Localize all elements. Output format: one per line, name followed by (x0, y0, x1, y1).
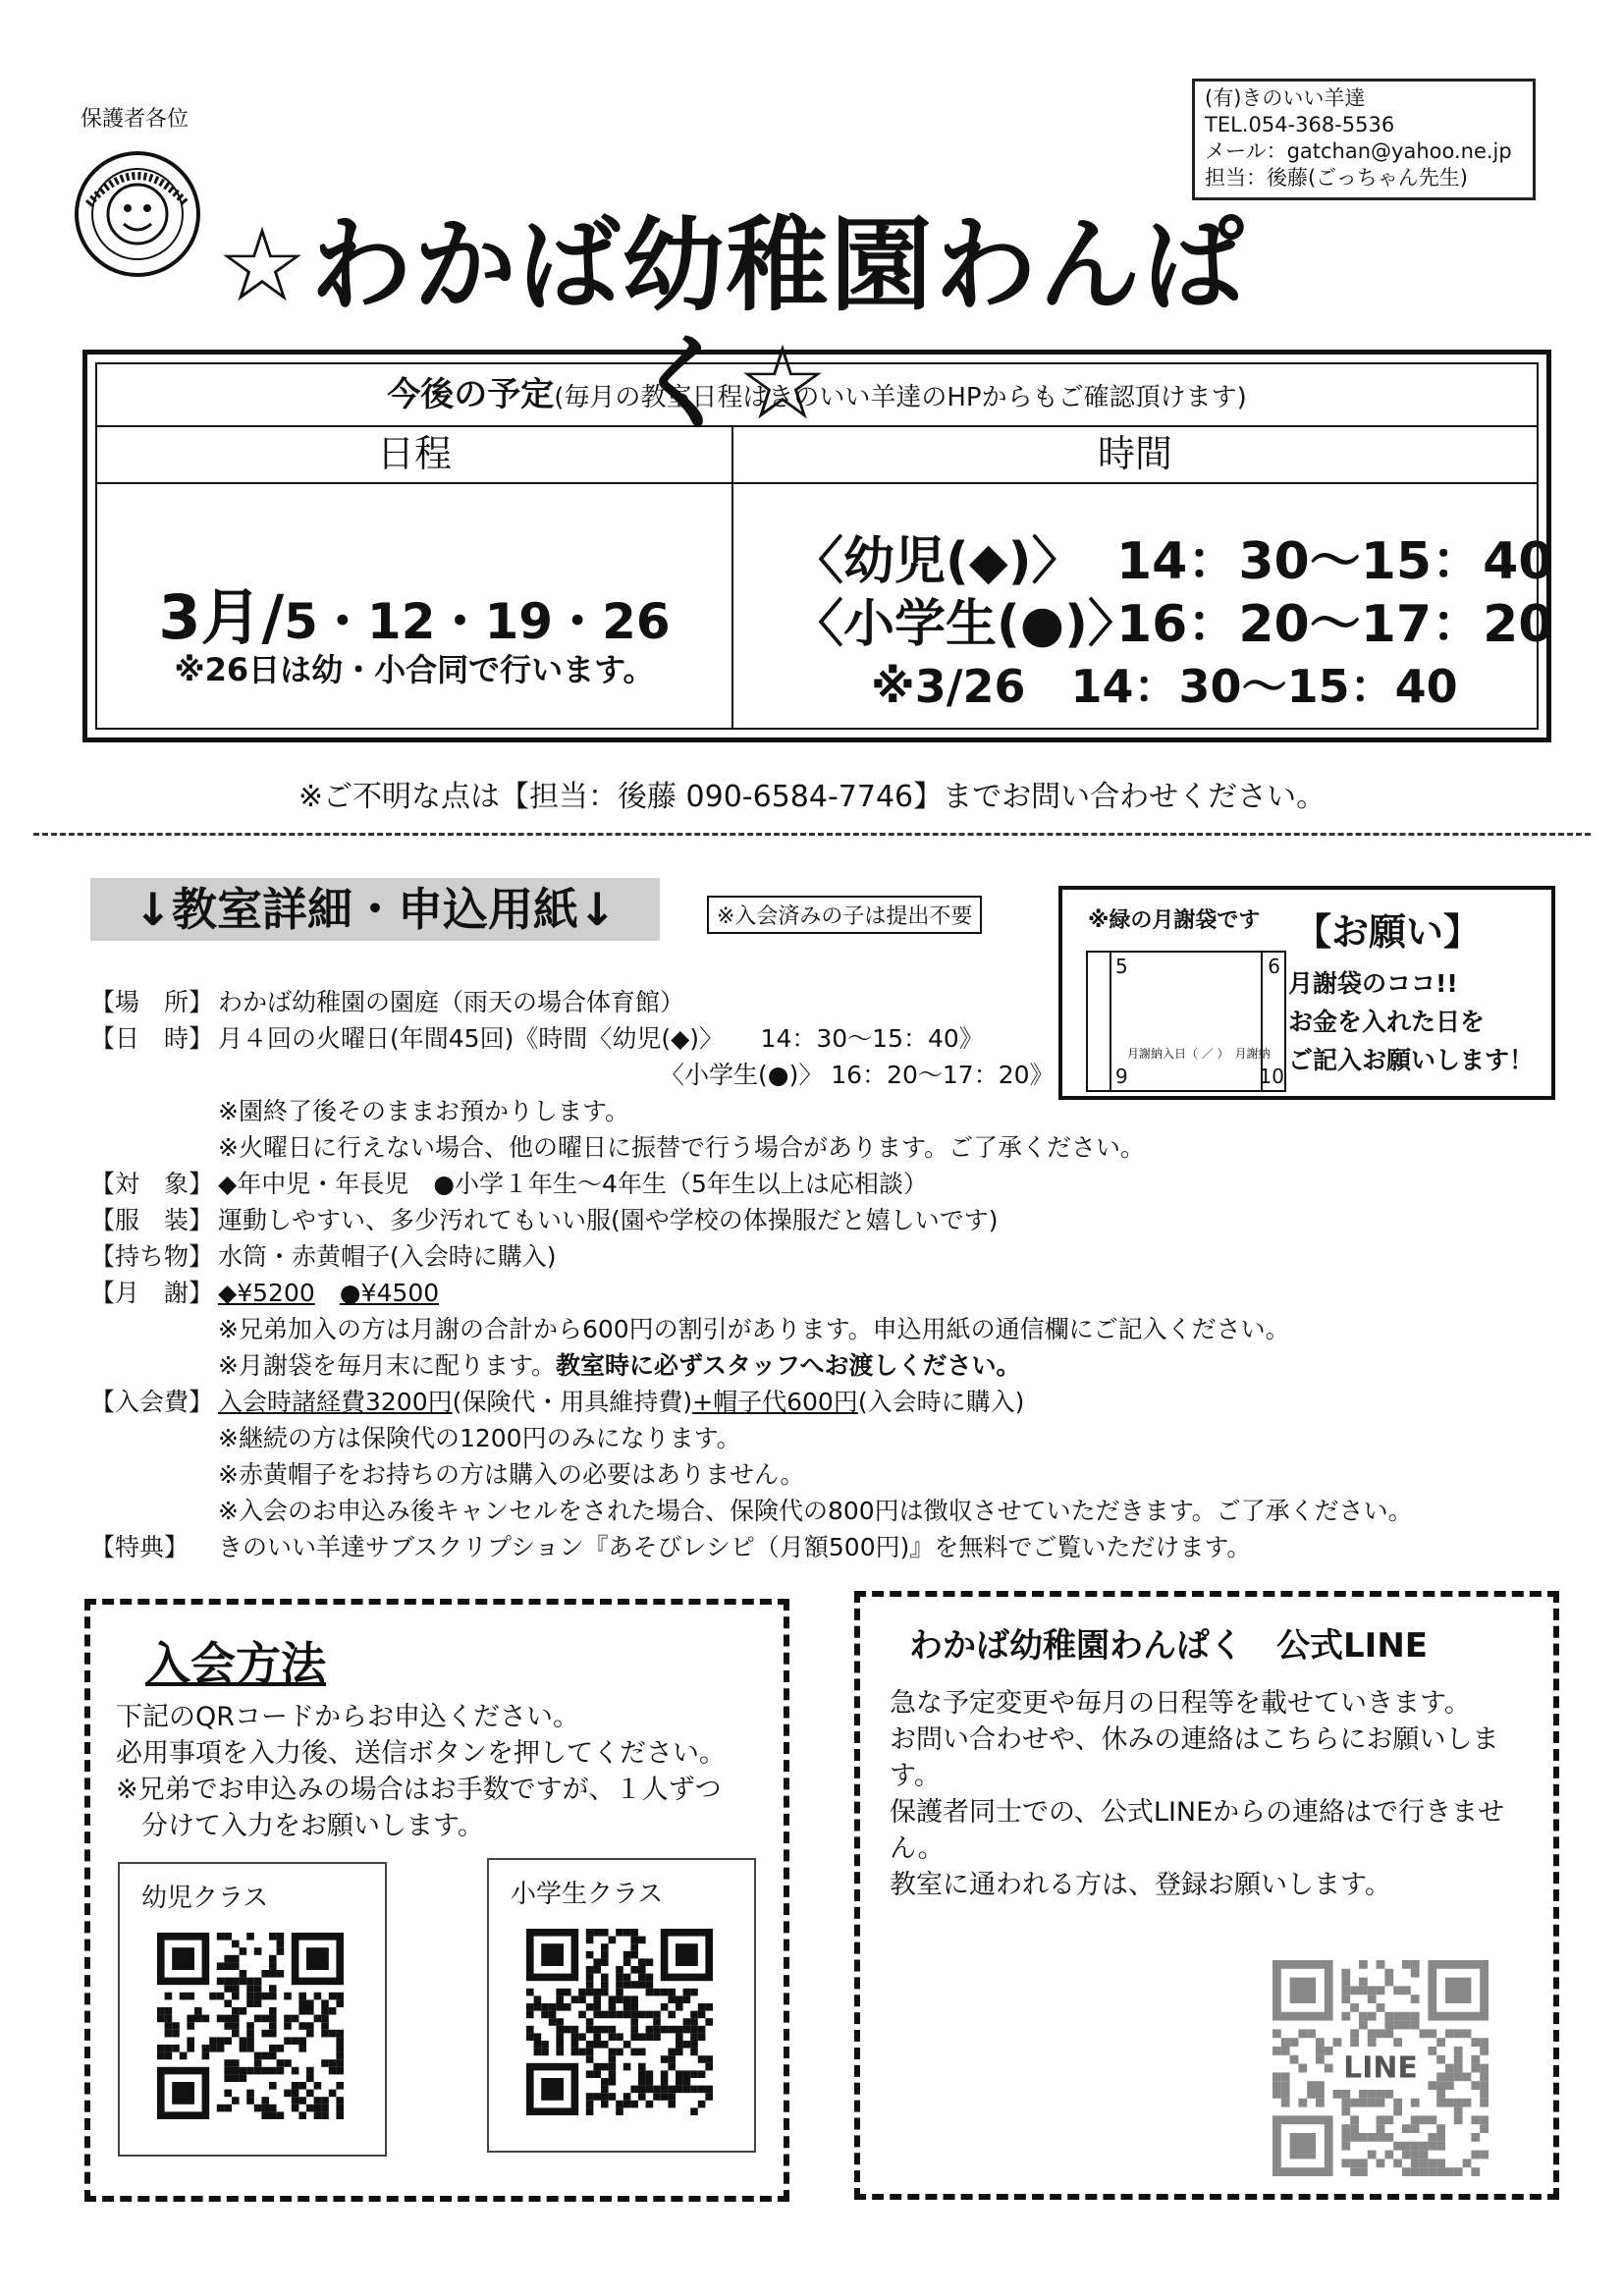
recipient-label: 保護者各位 (81, 107, 189, 132)
date-cell (97, 484, 733, 728)
qr-elem-label: 小学生クラス (511, 1880, 664, 1909)
hat-fee: +帽子代600円 (692, 1388, 858, 1416)
fee-kid: ◆¥5200 (218, 1279, 315, 1307)
detail-row-time (90, 1020, 1583, 1057)
perk-value: きのいい羊達サブスクリプション『あそびレシピ（月額500円)』を無料でご覧いただけます。 (218, 1533, 1252, 1561)
schedule-table (82, 350, 1554, 742)
contact-mail: メール：gatchan@yahoo.ne.jp (1205, 139, 1512, 163)
detail-row-entry (90, 1384, 1583, 1420)
join-line-4: 分けて入力をお願いします。 (141, 1811, 484, 1841)
entry-fee-desc: (保険代・用具維持費) (452, 1388, 693, 1416)
contact-company: (有)きのいい羊達 (1205, 86, 1366, 110)
cut-line (33, 833, 1591, 836)
qr-code-elem[interactable] (526, 1929, 713, 2115)
line-text (890, 1685, 1538, 1903)
time-label: 【日 時】 (90, 1024, 214, 1053)
join-box (84, 1599, 789, 2202)
qr-code-kid[interactable] (157, 1933, 344, 2119)
detail-row-place (90, 984, 1583, 1020)
time-kid-value: 14：30〜15：40 (1116, 532, 1554, 591)
bag-text: 月謝納入日（ ／ ） 月謝納 (1127, 1047, 1271, 1061)
entry-fee: 入会時諸経費3200円 (218, 1388, 453, 1416)
bag-number-9: 9 (1115, 1065, 1128, 1088)
qr-kid-label: 幼児クラス (141, 1884, 269, 1913)
request-line-1: 月謝袋のココ!! (1288, 969, 1458, 998)
perk-label: 【特典】 (90, 1533, 189, 1561)
details-list (90, 984, 1583, 1565)
date-main (97, 569, 731, 656)
contact-person: 担当：後藤(ごっちゃん先生) (1205, 166, 1468, 190)
fee-note-2a: ※月謝袋を毎月末に配ります。 (218, 1351, 556, 1380)
line-line-3: 保護者同士での、公式LINEからの連絡はで行きません。 (890, 1797, 1505, 1864)
hat-fee-desc: (入会時に購入) (857, 1388, 1025, 1416)
cloth-label: 【服 装】 (90, 1206, 214, 1234)
entry-note-3: ※入会のお申込み後キャンセルをされた場合、保険代の800円は徴収させていただきます。ご了承ください。 (218, 1497, 1413, 1525)
target-value: ◆年中児・年長児 ●小学１年生〜4年生（5年生以上は応相談） (218, 1170, 928, 1198)
detail-row-perk (90, 1529, 1583, 1565)
entry-note-2: ※赤黄帽子をお持ちの方は購入の必要はありません。 (218, 1460, 805, 1489)
items-label: 【持ち物】 (90, 1242, 214, 1271)
join-line-3: ※兄弟でお申込みの場合はお手数ですが、１人ずつ (116, 1775, 722, 1805)
join-line-1: 下記のQRコードからお申込ください。 (116, 1702, 580, 1732)
detail-row-cloth (90, 1202, 1583, 1238)
fee-note-1: ※兄弟加入の方は月謝の合計から600円の割引があります。申込用紙の通信欄にご記入ください。 (218, 1315, 1290, 1343)
place-label: 【場 所】 (90, 988, 214, 1016)
time-note-1: ※園終了後そのままお預かりします。 (218, 1097, 629, 1125)
time-kid-label: 〈幼児(◆)〉 (792, 532, 1083, 591)
join-text (116, 1699, 726, 1844)
time-elem-label: 〈小学生(●)〉 (792, 595, 1139, 654)
page-title: ☆わかば幼稚園わんぱく☆ (216, 205, 1247, 443)
line-line-2: お問い合わせや、休みの連絡はこちらにお願いします。 (890, 1724, 1499, 1791)
cloth-value: 運動しやすい、多少汚れてもいい服(園や学校の体操服だと嬉しいです) (218, 1206, 999, 1234)
schedule-caption-note: (毎月の教室日程はきのいい羊達のHPからもご確認頂けます) (554, 383, 1247, 412)
month-label: 3月/ (158, 581, 285, 653)
entry-label: 【入会費】 (90, 1388, 214, 1416)
column-header-time: 時間 (733, 425, 1537, 484)
detail-heading: ↓教室詳細・申込用紙↓ (90, 878, 660, 941)
time-special: ※3/26 14：30〜15：40 (871, 660, 1458, 713)
column-header-date: 日程 (97, 425, 733, 484)
line-qr-label: LINE (1343, 2050, 1418, 2086)
bag-number-5: 5 (1115, 955, 1128, 978)
submit-note: ※入会済みの子は提出不要 (707, 896, 982, 934)
schedule-caption (97, 364, 1537, 427)
bag-number-10: 10 (1259, 1065, 1284, 1088)
qr-code-line[interactable] (1272, 1960, 1489, 2176)
entry-note-1: ※継続の方は保険代の1200円のみになります。 (218, 1424, 741, 1452)
qr-card-elem (487, 1858, 756, 2153)
schedule-caption-title: 今後の予定 (387, 375, 555, 414)
join-line-2: 必用事項を入力後、送信ボタンを押してください。 (116, 1738, 726, 1769)
contact-box (1192, 79, 1536, 200)
date-list: 5・12・19・26 (284, 593, 671, 650)
fee-elem: ●¥4500 (339, 1279, 440, 1307)
request-title: 【お願い】 (1294, 910, 1482, 954)
time-note-2: ※火曜日に行えない場合、他の曜日に振替で行う場合があります。ご了承ください。 (218, 1133, 1145, 1162)
detail-row-target (90, 1166, 1583, 1202)
contact-tel: TEL.054-368-5536 (1205, 113, 1395, 137)
place-value: わかば幼稚園の園庭（雨天の場合体育館） (218, 988, 685, 1016)
bag-number-6: 6 (1268, 955, 1280, 978)
qr-card-kid (118, 1862, 387, 2157)
target-label: 【対 象】 (90, 1170, 214, 1198)
line-line-4: 教室に通われる方は、登録お願いします。 (890, 1870, 1391, 1900)
line-line-1: 急な予定変更や毎月の日程等を載せていきます。 (890, 1688, 1471, 1719)
line-title: わかば幼稚園わんぱく 公式LINE (909, 1626, 1428, 1666)
date-note: ※26日は幼・小合同で行います。 (174, 651, 655, 688)
request-line-2: お金を入れた日を (1288, 1008, 1486, 1036)
time-elem (792, 582, 1553, 656)
time-cell (733, 484, 1554, 728)
detail-row-time-2 (90, 1057, 1583, 1093)
inquiry-note: ※ご不明な点は【担当：後藤 090-6584-7746】までお問い合わせください。 (298, 780, 1326, 814)
line-box (854, 1591, 1559, 2200)
fee-label: 【月 謝】 (90, 1279, 214, 1307)
fee-note-2b: 教室時に必ずスタッフへお渡しください。 (555, 1351, 1021, 1380)
time-elem-value: 16：20〜17：20 (1116, 595, 1554, 654)
detail-row-fee (90, 1275, 1583, 1311)
request-line-3: ご記入お願いします！ (1288, 1046, 1535, 1074)
fee-note-2 (90, 1347, 1583, 1384)
join-title: 入会方法 (145, 1637, 326, 1690)
bag-label: ※緑の月謝袋です (1088, 908, 1261, 933)
detail-row-items (90, 1238, 1583, 1275)
time-value-1: 月４回の火曜日(年間45回)《時間〈幼児(◆)〉 14：30〜15：40》 (218, 1024, 984, 1053)
items-value: 水筒・赤黄帽子(入会時に購入) (218, 1242, 557, 1271)
time-value-2: 〈小学生(●)〉 16：20〜17：20》 (660, 1061, 1055, 1089)
